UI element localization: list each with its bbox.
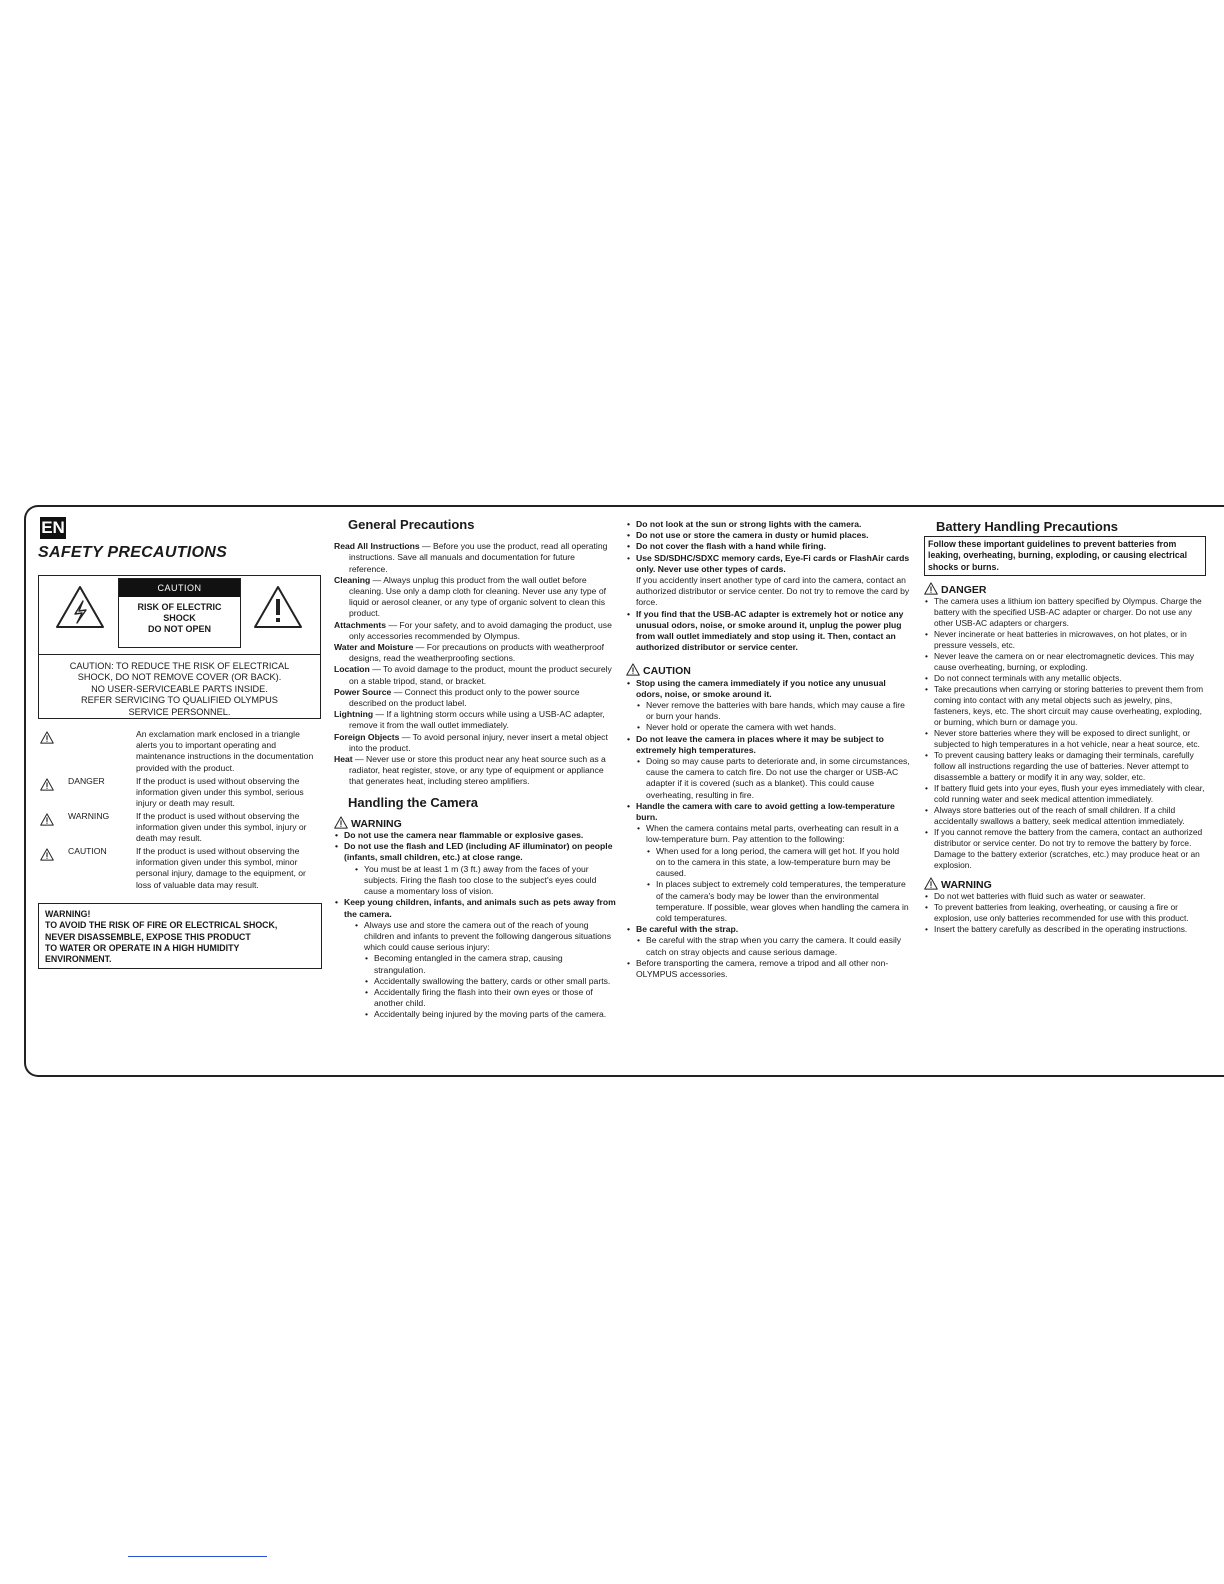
list-item: • Do not cover the flash with a hand while firing. — [626, 541, 910, 552]
list-item: • Never incinerate or heat batteries in microwaves, on hot plates, or in pressure vessels, etc. — [924, 629, 1206, 651]
caution-text: CAUTION: TO REDUCE THE RISK OF ELECTRICAL SHOCK, DO NOT REMOVE COVER (OR BACK). NO USER-SERVICEABLE PARTS INSIDE. REFER SERVICING TO QUALIFIED OLYMPUS SERVICE PERSONNEL. — [69, 661, 290, 717]
section-title: Handling the Camera — [348, 794, 479, 810]
column-handling-cont — [626, 519, 910, 980]
list-item: • Handle the camera with care to avoid getting a low-temperature burn. — [626, 801, 910, 823]
list-item: • Stop using the camera immediately if you notice any unusual odors, noise, or smoke around it. — [626, 678, 910, 700]
list-item: • Be careful with the strap when you carry the camera. It could easily catch on stray objects and cause serious damage. — [636, 935, 910, 957]
list-item: • Use SD/SDHC/SDXC memory cards, Eye-Fi cards or FlashAir cards only. Never use other types of cards. If you accidently insert another type of card into the camera, contact an authorized distributor or service center. Do not try to remove the card by force. — [626, 553, 910, 609]
list-item: • Do not use or store the camera in dusty or humid places. — [626, 530, 910, 541]
language-badge: EN — [41, 518, 65, 537]
section-title: General Precautions — [348, 517, 475, 532]
list-item: Power Source — Connect this product only to the power source described on the product label. — [334, 686, 580, 709]
exclamation-triangle-icon — [253, 584, 303, 630]
general-items — [334, 541, 616, 787]
list-item: • Never hold or operate the camera with wet hands. — [636, 722, 910, 733]
list-item: • Take precautions when carrying or storing batteries to prevent them from coming into contact with any metal objects such as jewelry, pins, fasteners, keys, etc. The short circuit may cause overheating, exploding, or burning, which burn or damage you. — [924, 684, 1206, 728]
warning-triangle-icon — [334, 816, 348, 829]
list-item: Lightning — If a lightning storm occurs while using a USB-AC adapter, remove it from the wall outlet immediately. — [334, 709, 605, 731]
decorative-line — [128, 1556, 267, 1557]
list-item: • Always store batteries out of the reach of small children. If a child accidentally swallows a battery, seek medical attention immediately. — [924, 805, 1206, 827]
list-item: • Becoming entangled in the camera strap, causing strangulation. — [364, 953, 616, 975]
list-item: Cleaning — Always unplug this product from the wall outlet before cleaning. Use only a damp cloth for cleaning. Never use any type of liquid or aerosol cleaner, or any type of organic solvent to clean this product. — [334, 574, 607, 619]
list-item: • You must be at least 1 m (3 ft.) away from the faces of your subjects. Firing the flash too close to the subject's eyes could cause a momentary loss of vision. — [354, 864, 616, 898]
list-item: • To prevent causing battery leaks or damaging their terminals, carefully follow all instructions regarding the use of batteries. Never attempt to disassemble a battery or modify it in any way, solder, etc. — [924, 750, 1206, 783]
list-item: • When used for a long period, the camera will get hot. If you hold on to the camera in this state, a low-temperature burn may be caused. — [646, 846, 910, 880]
list-item: • Doing so may cause parts to deteriorate and, in some circumstances, cause the camera to catch fire. Do not use the charger or USB-AC adapter if it is covered (such as a blanket). This could cause overheating, resulting in fire. — [636, 756, 910, 801]
list-item: • Never remove the batteries with bare hands, which may cause a fire or burn your hands. — [636, 700, 910, 722]
warning-triangle-icon — [924, 582, 938, 595]
list-item: Location — To avoid damage to the product, mount the product securely on a stable tripod, stand, or bracket. — [334, 664, 612, 686]
warning-heading: WARNING — [334, 816, 616, 830]
warning-heading: WARNING — [924, 877, 1206, 891]
warning-box: WARNING! TO AVOID THE RISK OF FIRE OR ELECTRICAL SHOCK, NEVER DISASSEMBLE, EXPOSE THIS PRODUCT TO WATER OR OPERATE IN A HIGH HUMIDITY ENVIRONMENT. — [38, 903, 322, 969]
list-item: • Never leave the camera on or near electromagnetic devices. This may cause overheating, burning, or exploding. — [924, 651, 1206, 673]
danger-heading: DANGER — [924, 582, 1206, 596]
list-item: • Keep young children, infants, and animals such as pets away from the camera. — [334, 897, 616, 919]
list-item: • Do not use the camera near flammable or explosive gases. — [334, 830, 616, 841]
safety-panel — [24, 505, 1224, 1077]
list-item: • In places subject to extremely cold temperatures, the temperature of the camera's body may be lower than the environmental temperature. If possible, wear gloves when handling the camera in cold temperatures. — [646, 879, 910, 924]
column-battery — [924, 521, 1206, 935]
list-item: • If you cannot remove the battery from the camera, contact an authorized distributor or service center. Do not try to remove the battery by force. Damage to the battery exterior (scratches, etc.) may produce heat or an explosion. — [924, 827, 1206, 871]
battery-guideline-box: Follow these important guidelines to prevent batteries from leaking, overheating, burning, exploding, or causing electrical shocks or burns. — [924, 536, 1206, 576]
symbol-name: WARNING — [68, 811, 110, 821]
list-item: Attachments — For your safety, and to avoid damaging the product, use only accessories recommended by Olympus. — [334, 619, 612, 641]
list-item: • The camera uses a lithium ion battery specified by Olympus. Charge the battery with the specified USB-AC adapter or charger. Do not use any other USB-AC adapters or chargers. — [924, 596, 1206, 629]
symbol-name: DANGER — [68, 776, 105, 786]
list-item: • Never store batteries where they will be exposed to direct sunlight, or subjected to high temperatures in a hot vehicle, near a heat source, etc. — [924, 728, 1206, 750]
caution-heading: CAUTION — [626, 663, 910, 677]
list-item: • When the camera contains metal parts, overheating can result in a low-temperature burn. Pay attention to the following: — [636, 823, 910, 845]
column-safety — [26, 507, 326, 1077]
warning-triangle-icon — [626, 663, 640, 676]
list-item: • Do not leave the camera in places where it may be subject to extremely high temperatures. — [626, 734, 910, 756]
handling-list — [334, 830, 616, 864]
list-item: • Be careful with the strap. — [626, 924, 910, 935]
symbol-description: If the product is used without observing the information given under this symbol, minor personal injury, damage to the equipment, or loss of valuable data may result. — [136, 846, 306, 890]
list-item: • Accidentally being injured by the moving parts of the camera. — [364, 1009, 616, 1020]
caution-label-box — [38, 575, 321, 719]
list-item: • If you find that the USB-AC adapter is extremely hot or notice any unusual odors, noise, or smoke around it, unplug the power plug from wall outlet immediately and stop using it. Then, contact an authorized distributor or service center. — [626, 609, 910, 654]
symbol-description: If the product is used without observing the information given under this symbol, injury or death may result. — [136, 811, 307, 844]
list-item: • To prevent batteries from leaking, overheating, or causing a fire or explosion, use only batteries recommended for use with this product. — [924, 902, 1206, 924]
list-item: • Do not wet batteries with fluid such as water or seawater. — [924, 891, 1206, 902]
list-item: • Do not look at the sun or strong lights with the camera. — [626, 519, 910, 530]
list-item: • If battery fluid gets into your eyes, flush your eyes immediately with clear, cold running water and seek medical attention immediately. — [924, 783, 1206, 805]
list-item: • Accidentally swallowing the battery, cards or other small parts. — [364, 976, 616, 987]
caution-label: CAUTION — [119, 579, 240, 597]
list-item: Foreign Objects — To avoid personal injury, never insert a metal object into the product. — [334, 731, 608, 753]
section-title: Battery Handling Precautions — [936, 519, 1119, 534]
warning-triangle-icon — [924, 877, 938, 890]
warning-triangle-icon — [40, 778, 54, 791]
list-item: • Accidentally firing the flash into their own eyes or those of another child. — [364, 987, 616, 1009]
list-item: Water and Moisture — For precautions on products with weatherproof designs, read the weatherproofing sections. — [334, 642, 605, 664]
list-item: • Always use and store the camera out of the reach of young children and infants to prevent the following dangerous situations which could cause serious injury: — [354, 920, 616, 954]
list-item: • Do not use the flash and LED (including AF illuminator) on people (infants, small children, etc.) at close range. — [334, 841, 616, 863]
list-item: • Before transporting the camera, remove a tripod and all other non-OLYMPUS accessories. — [626, 958, 910, 980]
caution-center-panel — [118, 578, 241, 648]
warning-triangle-icon — [40, 848, 54, 861]
symbol-name: CAUTION — [68, 846, 107, 856]
list-item: Read All Instructions — Before you use the product, read all operating instructions. Save all manuals and documentation for future reference. — [334, 541, 608, 574]
list-item: Heat — Never use or store this product near any heat source such as a radiator, heat register, stove, or any type of equipment or appliance that generates heat, including stereo amplifiers. — [334, 754, 606, 787]
page-title: SAFETY PRECAUTIONS — [38, 544, 228, 561]
symbol-description: If the product is used without observing the information given under this symbol, serious injury or death may result. — [136, 776, 304, 809]
warning-triangle-icon — [40, 813, 54, 826]
electric-shock-triangle-icon — [55, 584, 105, 630]
warning-triangle-icon — [40, 731, 54, 744]
list-item: • Insert the battery carefully as described in the operating instructions. — [924, 924, 1206, 935]
symbol-description: An exclamation mark enclosed in a triangle alerts you to important operating and maintenance instructions in the documentation provided with the product. — [136, 729, 314, 773]
risk-text: RISK OF ELECTRIC SHOCK DO NOT OPEN — [137, 602, 222, 634]
list-item: • Do not connect terminals with any metallic objects. — [924, 673, 1206, 684]
column-general — [334, 519, 616, 1021]
